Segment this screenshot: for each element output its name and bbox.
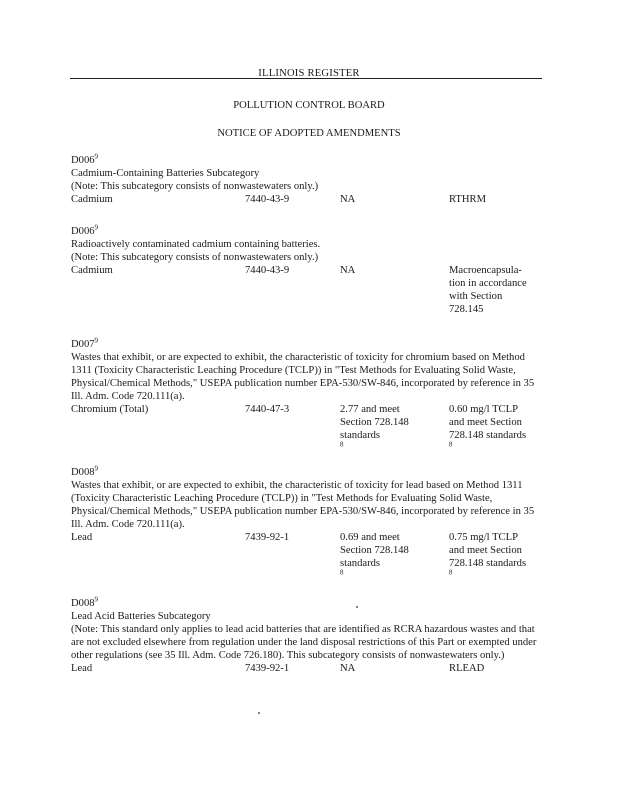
entry-d008-lead	[71, 464, 551, 577]
notice-heading: NOTICE OF ADOPTED AMENDMENTS	[217, 128, 401, 139]
footnote-marker: 9	[94, 336, 99, 345]
cas-number: 7440-43-9	[245, 265, 290, 276]
entry-note: (Note: This subcategory consists of nonwastewaters only.)	[71, 252, 319, 263]
entry-note: (Note: This subcategory consists of nonwastewaters only.)	[71, 181, 319, 192]
entry-d007-chromium	[71, 336, 551, 449]
nonwastewater-standard: Macroencapsula- tion in accordance with Section 728.145	[449, 265, 527, 315]
waste-code: $D007^9$	[71, 336, 99, 350]
constituent: Chromium (Total)	[71, 404, 149, 415]
table-row	[71, 531, 551, 577]
waste-code: $D008^9$	[71, 595, 99, 609]
footnote-marker: 9	[94, 152, 99, 161]
wastewater-standard: 0.69 and meet Section 728.148 standards $^8$	[340, 532, 409, 577]
table-row	[71, 403, 551, 449]
wastewater-standard: NA	[340, 663, 356, 674]
scan-speck	[356, 606, 358, 608]
entry-d008-lead-acid-batteries	[71, 597, 551, 675]
entry-d006-cadmium-batteries	[71, 154, 551, 206]
waste-code: $D008^9$	[71, 464, 99, 478]
cas-number: 7439-92-1	[245, 663, 290, 674]
cas-number: 7439-92-1	[245, 532, 290, 543]
constituent: Lead	[71, 532, 93, 543]
table-row	[71, 193, 551, 206]
wastewater-standard: 2.77 and meet Section 728.148 standards $^8$	[340, 404, 409, 449]
scan-speck	[258, 712, 260, 714]
nonwastewater-standard: 0.60 mg/l TCLP and meet Section 728.148 standards $^8$	[449, 404, 527, 449]
table-row	[71, 662, 551, 675]
cas-number: 7440-47-3	[245, 404, 290, 415]
entry-description: Cadmium-Containing Batteries Subcategory	[71, 168, 260, 179]
entry-description: Radioactively contaminated cadmium containing batteries.	[71, 239, 321, 250]
register-title: ILLINOIS REGISTER	[258, 68, 360, 79]
constituent: Lead	[71, 663, 93, 674]
wastewater-standard: NA	[340, 194, 356, 205]
constituent: Cadmium	[71, 265, 113, 276]
waste-code: $D006^9$	[71, 223, 99, 237]
board-heading: POLLUTION CONTROL BOARD	[233, 100, 385, 111]
header-rule	[70, 78, 542, 79]
entry-note: (Note: This standard only applies to lead acid batteries that are identified as RCRA hazardous wastes and that are not excluded elsewhere from regulation under the land disposal restrictions of this Part or exempted under other regulations (see 35 Ill. Adm. Code 726.180). This subcategory consists of nonwastewaters only.)	[71, 624, 537, 661]
footnote-marker: 9	[94, 595, 99, 604]
entry-description: Wastes that exhibit, or are expected to exhibit, the characteristic of toxicity for lead based on Method 1311 (Toxicity Characteristic Leaching Procedure (TCLP)) in "Test Methods for Evaluating Solid Waste, Physical/Chemical Methods," USEPA publication number EPA-530/SW-846, incorporated by reference in 35 Ill. Adm. Code 720.111(a).	[71, 480, 535, 530]
nonwastewater-standard: RTHRM	[449, 194, 487, 205]
table-row	[71, 264, 551, 316]
constituent: Cadmium	[71, 194, 113, 205]
wastewater-standard: NA	[340, 265, 356, 276]
nonwastewater-standard: RLEAD	[449, 663, 485, 674]
footnote-marker: 9	[94, 223, 99, 232]
entry-d006-radioactive-batteries	[71, 225, 551, 316]
waste-code: $D006^9$	[71, 152, 99, 166]
footnote-marker: 9	[94, 464, 99, 473]
cas-number: 7440-43-9	[245, 194, 290, 205]
nonwastewater-standard: 0.75 mg/l TCLP and meet Section 728.148 standards $^8$	[449, 532, 527, 577]
entry-description: Lead Acid Batteries Subcategory	[71, 611, 211, 622]
entry-description: Wastes that exhibit, or are expected to exhibit, the characteristic of toxicity for chromium based on Method 1311 (Toxicity Characteristic Leaching Procedure (TCLP)) in "Test Methods for Evaluating Solid Waste, Physical/Chemical Methods," USEPA publication number EPA-530/SW-846, incorporated by reference in 35 Ill. Adm. Code 720.111(a).	[71, 352, 535, 402]
